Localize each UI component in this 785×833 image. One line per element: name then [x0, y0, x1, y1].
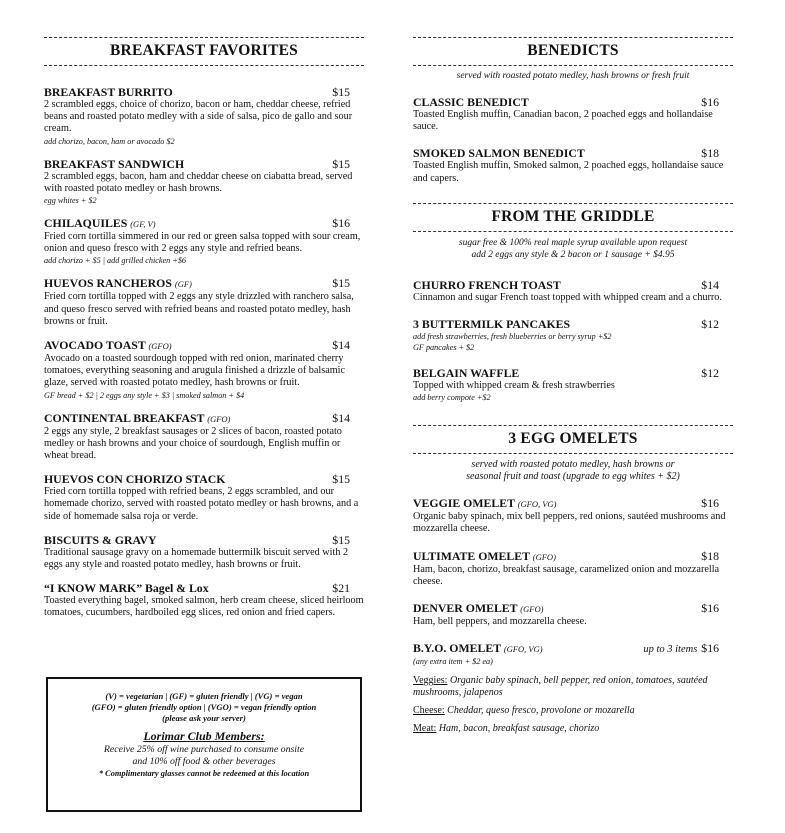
item-price: $12	[701, 366, 719, 381]
divider	[44, 65, 364, 66]
item-title: CHURRO FRENCH TOAST	[413, 277, 561, 292]
item-price: $15	[332, 276, 350, 291]
item-name	[44, 157, 364, 171]
item-name	[413, 146, 733, 160]
byo-option-veggies	[413, 675, 733, 699]
item-price: $16	[701, 601, 719, 616]
item-title: BREAKFAST BURRITO	[44, 85, 173, 99]
item-description: Organic baby spinach, mix bell peppers, red onions, sautéed mushrooms and mozzarella cheese.	[413, 511, 726, 535]
griddle-list	[413, 278, 733, 403]
item-title: “I KNOW MARK” Bagel & Lox	[44, 581, 209, 596]
section-note: seasonal fruit and toast (upgrade to egg whites + $2)	[466, 471, 680, 483]
item-tag: (GFO)	[148, 341, 172, 352]
menu-item-continental-breakfast	[44, 411, 364, 463]
item-title: ULTIMATE OMELET	[413, 548, 530, 563]
menu-item-breakfast-burrito	[44, 85, 364, 147]
item-name	[413, 278, 733, 292]
item-description: Topped with whipped cream & fresh strawberries	[413, 380, 615, 392]
item-description: Toasted English muffin, Canadian bacon, 2 poached eggs and hollandaise sauce.	[413, 109, 713, 133]
item-title: BREAKFAST SANDWICH	[44, 156, 185, 171]
menu-item-churro-french-toast	[413, 278, 733, 304]
menu-item-avocado-toast	[44, 338, 364, 401]
item-name	[44, 411, 364, 426]
section-title-omelets: 3 EGG OMELETS	[508, 430, 638, 448]
item-price: $18	[701, 548, 719, 563]
item-tag: (GFO, VG)	[503, 644, 543, 655]
section-note: add 2 eggs any style & 2 bacon or 1 sausage + $4.95	[471, 249, 675, 260]
item-description: Traditional sausage gravy on a homemade buttermilk biscuit served with 2 eggs any style and roasted potato medley, hash browns or fruit.	[44, 546, 349, 571]
benedicts-list	[413, 95, 733, 185]
menu-item-byo-omelet	[413, 641, 733, 735]
item-description: Cinnamon and sugar French toast topped with whipped cream and a churro.	[413, 291, 722, 303]
item-description: Fried corn tortilla simmered in our red or green salsa topped with sour cream, onion and queso fresco with 2 eggs any style and refried beans.	[44, 231, 361, 255]
item-title: SMOKED SALMON BENEDICT	[413, 146, 585, 161]
item-title: VEGGIE OMELET	[413, 496, 515, 511]
omelets-list	[413, 496, 733, 628]
item-title: BISCUITS & GRAVY	[44, 532, 157, 547]
option-label: Veggies:	[413, 675, 448, 687]
item-price: $12	[701, 317, 719, 332]
item-name	[44, 581, 364, 595]
option-label: Cheese:	[413, 705, 445, 717]
item-name	[413, 496, 733, 511]
item-name	[413, 549, 733, 564]
section-note: sugar free & 100% real maple syrup available upon request	[458, 237, 688, 248]
item-price: $14	[332, 338, 350, 353]
byo-option-cheese	[413, 705, 733, 717]
left-column	[44, 0, 364, 620]
item-price: $15	[332, 156, 350, 171]
item-addon: add fresh strawberries, fresh blueberries or berry syrup +$2	[413, 332, 612, 342]
item-name	[44, 276, 364, 291]
item-tag: (GF)	[174, 279, 192, 290]
legend-text	[48, 691, 360, 724]
item-addon: GF bread + $2 | 2 eggs any style + $3 | smoked salmon + $4	[44, 390, 245, 400]
section-note: served with roasted potato medley, hash browns or fresh fruit	[456, 71, 690, 81]
item-title: CONTINENTAL BREAKFAST	[44, 410, 205, 425]
club-line: and 10% off food & other beverages	[132, 756, 276, 767]
item-price	[643, 641, 719, 657]
club-line: Receive 25% off wine purchased to consume onsite	[103, 744, 305, 755]
item-price: $16	[332, 216, 350, 231]
section-title-benedicts: BENEDICTS	[527, 42, 619, 59]
item-price: $14	[332, 410, 350, 425]
item-price: $16	[701, 95, 719, 109]
item-name	[44, 533, 364, 547]
legend-box	[46, 677, 362, 812]
item-description: Toasted everything bagel, smoked salmon, herb cream cheese, sliced heirloom tomatoes, cucumbers, hardboiled egg slices, red onion and fried capers.	[44, 595, 364, 619]
club-title: Lorimar Club Members:	[143, 729, 265, 743]
menu-item-classic-benedict	[413, 95, 733, 133]
byo-option-meat	[413, 723, 733, 735]
menu-item-3-buttermilk-pancakes	[413, 317, 733, 353]
item-addon: add chorizo + $5 | add grilled chicken +$6	[44, 256, 187, 266]
menu-item-veggie-omelet	[413, 496, 733, 535]
menu-item-i-know-mark-bagel-lox	[44, 581, 364, 619]
item-name	[413, 95, 733, 109]
right-column	[413, 0, 733, 735]
section-note: served with roasted potato medley, hash browns or	[471, 459, 675, 471]
option-text: Ham, bacon, breakfast sausage, chorizo	[436, 723, 600, 735]
menu-item-huevos-rancheros	[44, 276, 364, 328]
item-tag: (GFO)	[532, 551, 556, 562]
legend-line: (GFO) = gluten friendly option | (VGO) = vegan friendly option	[91, 702, 317, 712]
item-title: AVOCADO TOAST	[44, 338, 146, 353]
menu-item-huevos-con-chorizo-stack	[44, 472, 364, 523]
divider	[413, 425, 733, 426]
item-description: 2 scrambled eggs, bacon, ham and cheddar cheese on ciabatta bread, served with roasted potato medley or hash browns.	[44, 170, 353, 194]
menu-item-belgain-waffle	[413, 366, 733, 403]
item-name	[413, 317, 733, 331]
item-description: 2 scrambled eggs, choice of chorizo, bacon or ham, cheddar cheese, refried beans and roasted potato medley with a side of salsa, pico de gallo and sour cream.	[44, 99, 353, 135]
item-description: Ham, bacon, chorizo, breakfast sausage, caramelized onion and mozzarella cheese.	[413, 563, 720, 587]
item-title: 3 BUTTERMILK PANCAKES	[413, 317, 571, 332]
item-price: $14	[701, 277, 719, 292]
option-text: Organic baby spinach, bell pepper, red onion, tomatoes, sautéed mushrooms, jalapenos	[413, 675, 708, 699]
item-title: BELGAIN WAFFLE	[413, 366, 520, 381]
option-text: Cheddar, queso fresco, provolone or mozarella	[444, 705, 635, 717]
item-name	[413, 601, 733, 616]
item-addon: add chorizo, bacon, ham or avocado $2	[44, 136, 175, 146]
item-description: Ham, bell peppers, and mozzarella cheese.	[413, 616, 587, 628]
item-description: Toasted English muffin, Smoked salmon, 2 poached eggs, hollandaise sauce and capers.	[413, 160, 724, 184]
item-tag: (GFO)	[207, 413, 231, 424]
item-price: $15	[332, 532, 350, 547]
item-name	[44, 85, 364, 99]
divider	[413, 203, 733, 204]
item-name	[44, 472, 364, 486]
item-name	[44, 338, 364, 353]
legend-line: (please ask your server)	[162, 713, 246, 723]
item-tag: (GFO, VG)	[517, 499, 557, 510]
byo-options	[413, 675, 733, 735]
menu-item-denver-omelet	[413, 601, 733, 628]
item-tag: (GFO)	[520, 604, 544, 615]
item-tag: (GF, V)	[130, 219, 156, 230]
item-price-value: $16	[701, 641, 719, 656]
menu-item-biscuits-gravy	[44, 533, 364, 571]
item-title: HUEVOS RANCHEROS	[44, 276, 172, 291]
menu-item-smoked-salmon-benedict	[413, 146, 733, 184]
item-title: CLASSIC BENEDICT	[413, 95, 529, 109]
item-price: $15	[332, 472, 350, 487]
item-addon: add berry compote +$2	[413, 393, 491, 403]
item-price: $16	[701, 496, 719, 511]
item-price: $15	[332, 85, 350, 99]
item-title: B.Y.O. OMELET	[413, 641, 501, 656]
menu-item-ultimate-omelet	[413, 549, 733, 588]
item-description: Fried corn tortilla topped with refried beans, 2 eggs scrambled, and our homemade chorizo, served with roasted potato medley or hash browns, and a side of homemade salsa roja or verde.	[44, 486, 359, 522]
divider	[413, 453, 733, 454]
item-limit: up to 3 items	[643, 644, 698, 656]
item-description: Avocado on a toasted sourdough topped with red onion, marinated cherry tomatoes, everything seasoning and arugula finished a drizzle of balsamic glaze, served with roasted potato medley, hash browns or fruit.	[44, 353, 345, 389]
section-title-breakfast-favorites: BREAKFAST FAVORITES	[110, 42, 298, 59]
item-price: $21	[332, 581, 350, 596]
divider	[413, 231, 733, 232]
section-title-griddle: FROM THE GRIDDLE	[491, 207, 655, 225]
option-label: Meat:	[413, 723, 437, 735]
divider	[413, 37, 733, 38]
item-title: HUEVOS CON CHORIZO STACK	[44, 472, 226, 487]
legend-line: (V) = vegetarian | (GF) = gluten friendly | (VG) = vegan	[105, 691, 303, 701]
item-name	[413, 366, 733, 380]
item-title: CHILAQUILES	[44, 216, 128, 231]
breakfast-favorites-list	[44, 85, 364, 620]
item-description: 2 eggs any style, 2 breakfast sausages or 2 slices of bacon, roasted potato medley or hash browns and your choice of sourdough, English muffin or wheat bread.	[44, 425, 342, 462]
item-name	[44, 216, 364, 231]
item-description: Fried corn tortilla topped with 2 eggs any style drizzled with ranchero salsa, and queso fresco served with refried beans and roasted potato medley, hash browns or fruit.	[44, 291, 354, 327]
divider	[413, 65, 733, 66]
item-addon: (any extra item + $2 ea)	[413, 657, 493, 667]
club-note: * Complimentary glasses cannot be redeemed at this location	[98, 769, 310, 778]
menu-item-chilaquiles	[44, 216, 364, 266]
divider	[44, 37, 364, 38]
item-price: $18	[701, 146, 719, 161]
item-title: DENVER OMELET	[413, 601, 518, 616]
item-addon: egg whites + $2	[44, 196, 97, 206]
item-addon: GF pancakes + $2	[413, 343, 475, 353]
menu-item-breakfast-sandwich	[44, 157, 364, 206]
